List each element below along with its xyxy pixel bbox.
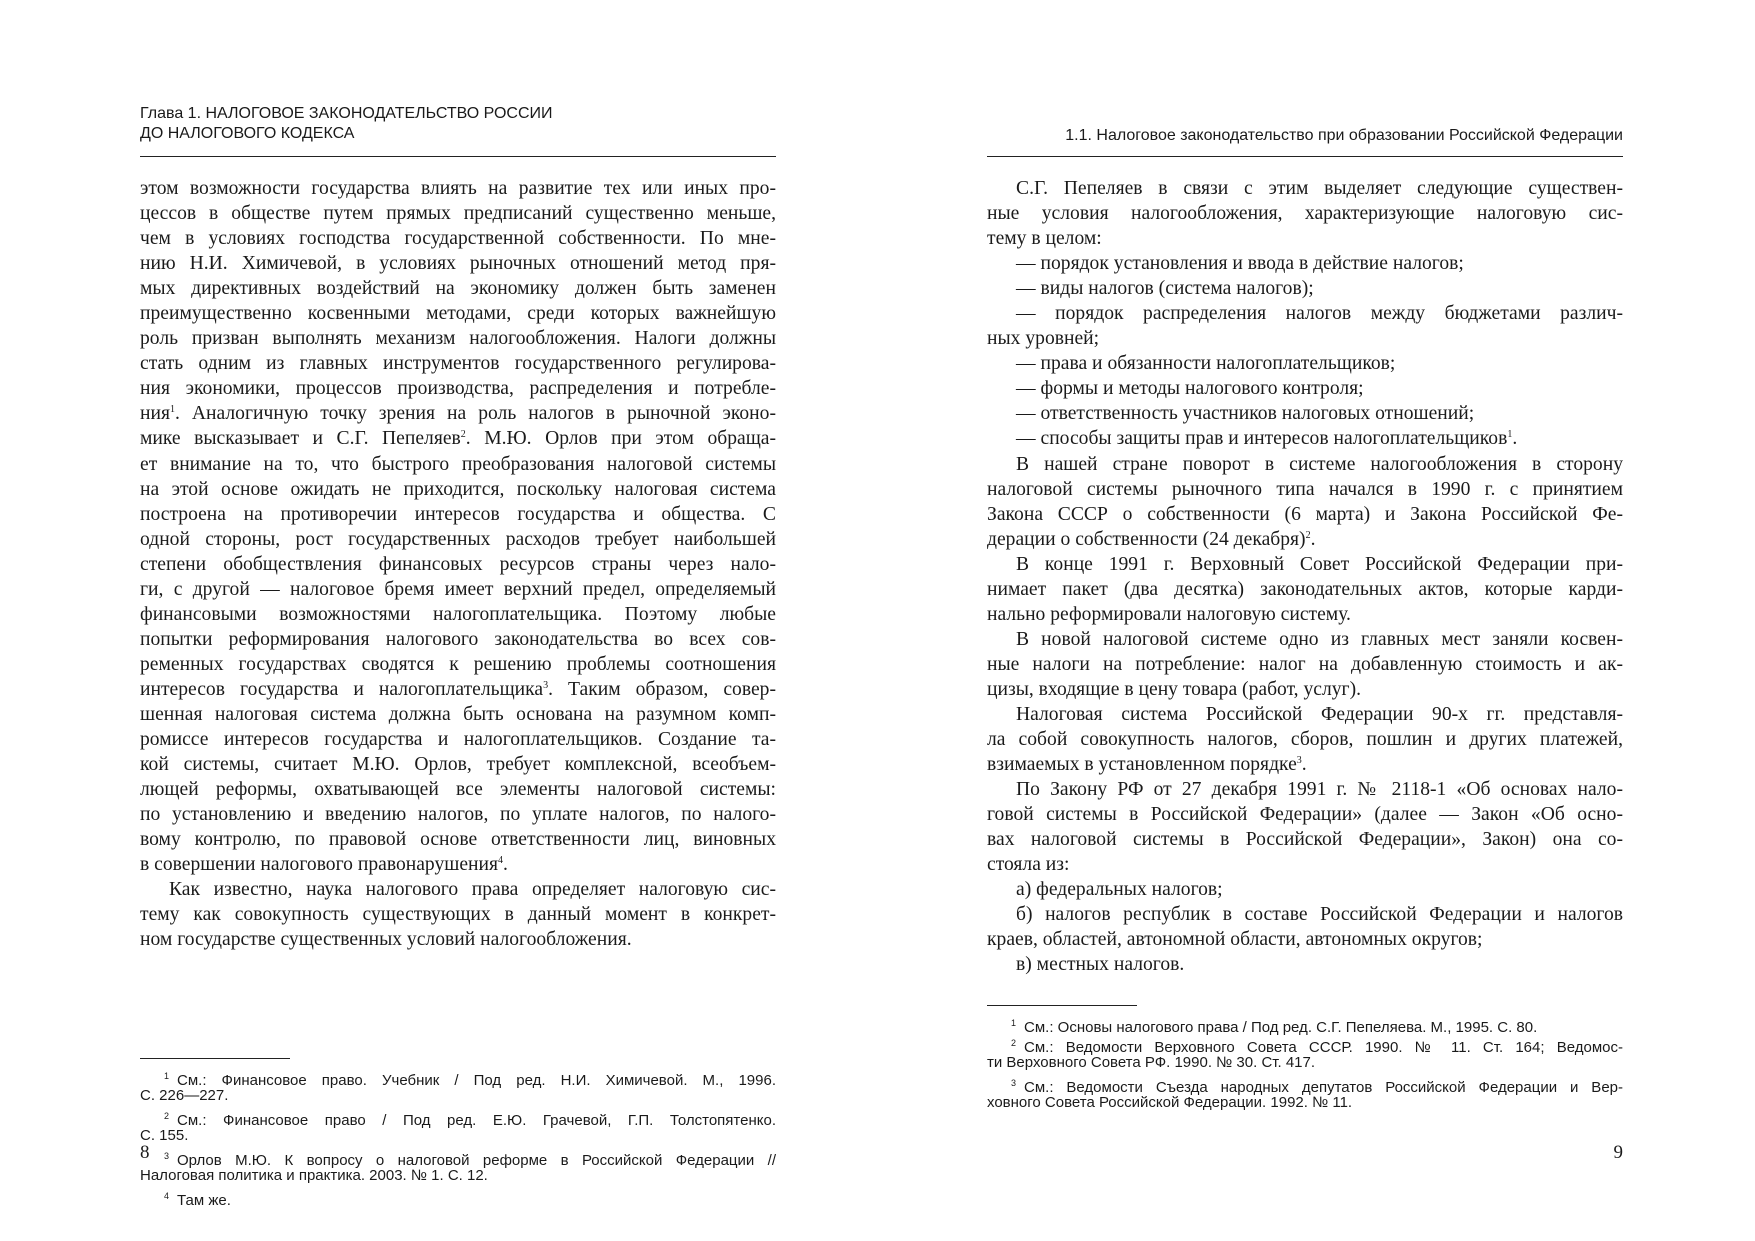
text-line: по установлению и введению налогов, по уплате налогов, по налого- [140,804,776,826]
footnote: $^3$ См.: Ведомости Съезда народных депутатов Российской Федерации и Вер- [1011,1078,1623,1096]
text-line: в совершении налогового правонарушения$^4$. [140,854,508,876]
text-line: ном государстве существенных условий налогообложения. [140,929,632,951]
right-footnotes [987,1013,1623,1113]
text-line: ные условия налогообложения, характеризующие налоговую сис- [987,203,1623,225]
chapter-header-line-1: Глава 1. НАЛОГОВОЕ ЗАКОНОДАТЕЛЬСТВО РОССИИ [140,105,553,122]
text-line: преимущественно косвенными методами, среди которых важнейшую [140,303,776,325]
text-line: стояла из: [987,854,1070,876]
page-number: 8 [140,1142,150,1163]
text-line: шенная налоговая система должна быть основана на разумном комп- [140,703,776,725]
text-line: а) федеральных налогов; [1016,879,1223,901]
text-line: взимаемых в установленном порядке$^3$. [987,754,1307,776]
text-line: ла собой совокупность налогов, сборов, пошлин и других платежей, [987,729,1623,751]
text-line: тему как совокупность существующих в данный момент в конкрет- [140,904,776,926]
text-line: нимает пакет (два десятка) законодательных актов, которые карди- [987,578,1623,600]
footnote-ref: 4 [498,855,504,867]
text-line: ромиссе интересов государства и налогоплательщиков. Создание та- [140,729,776,751]
footnote: $^3$ Орлов М.Ю. К вопросу о налоговой реформе в Российской Федерации // [164,1151,776,1169]
text-line: тему в целом: [987,228,1102,250]
text-line: — порядок распределения налогов между бюджетами различ- [1016,303,1623,325]
text-line: ги, с другой — налоговое бремя имеет верхний предел, определяемый [140,578,776,600]
footnote: $^1$ См.: Финансовое право. Учебник / Под ред. Н.И. Химичевой. М., 1996. [164,1071,776,1089]
text-line: этом возможности государства влиять на развитие тех или иных про- [140,178,776,199]
left-footnotes [140,1066,776,1209]
text-line: одной стороны, рост государственных расходов требует наибольшей [140,528,776,550]
text-line: говой системы в Российской Федерации» (далее — Закон «Об осно- [987,804,1623,826]
footnote-cont: Налоговая политика и практика. 2003. № 1. С. 12. [140,1167,488,1184]
text-line: мых директивных воздействий на экономику должен быть заменен [140,278,776,300]
text-line: Закона СССР о собственности (6 марта) и Закона Российской Фе- [987,503,1623,525]
text-line: в) местных налогов. [1016,954,1185,976]
right-page [987,0,1623,1241]
text-line: — ответственность участников налоговых отношений; [1016,403,1475,425]
text-line: чем в условиях господства государственной собственности. По мне- [140,228,776,250]
text-line: стать одним из главных инструментов государственного регулирова- [140,353,776,375]
text-line: лющей реформы, охватывающей все элементы налоговой системы: [140,779,776,801]
text-line: С.Г. Пепеляев в связи с этим выделяет следующие существен- [1016,178,1623,199]
right-body-text [987,176,1623,978]
text-line: интересов государства и налогоплательщика$^3$. Таким образом, совер- [140,678,776,700]
footnote: $^4$ Там же. [164,1191,231,1209]
footnote: $^2$ См.: Ведомости Верховного Совета СССР. 1990. № 11. Ст. 164; Ведомос- [1011,1038,1623,1056]
text-line: финансовыми возможностями налогоплательщика. Поэтому любые [140,603,776,625]
text-line: ния экономики, процессов производства, распределения и потребле- [140,378,776,400]
text-line: — формы и методы налогового контроля; [1016,378,1364,400]
text-line: В новой налоговой системе одно из главных мест заняли косвен- [1016,628,1623,650]
page-number: 9 [1613,1142,1623,1163]
text-line: построена на противоречии интересов государства и общества. С [140,503,776,525]
footnote-ref: 3 [543,679,549,691]
chapter-header-line-2: ДО НАЛОГОВОГО КОДЕКСА [140,125,355,142]
text-line: Налоговая система Российской Федерации 90-х гг. представля- [1016,703,1623,725]
footnote-rule [987,1005,1137,1006]
text-line: цизы, входящие в цену товара (работ, услуг). [987,678,1361,700]
text-line: вому контролю, по правовой основе ответственности лиц, виновных [140,829,776,851]
text-line: дерации о собственности (24 декабря)$^2$. [987,528,1316,550]
text-line: ные налоги на потребление: налог на добавленную стоимость и ак- [987,653,1623,675]
text-line: ния$^1$. Аналогичную точку зрения на роль налогов в рыночной эконо- [140,403,776,425]
footnote-cont: ховного Совета Российской Федерации. 1992. № 11. [987,1094,1353,1111]
footnote-ref: 2 [460,429,466,441]
footnote: $^1$ См.: Основы налогового права / Под ред. С.Г. Пепеляева. М., 1995. С. 80. [1011,1018,1538,1036]
text-line: степени обобществления финансовых ресурсов страны через нало- [140,553,776,575]
chapter-header [140,104,776,157]
left-body-text [140,176,776,952]
footnote-cont: ти Верховного Совета РФ. 1990. № 30. Ст. 417. [987,1054,1316,1071]
text-line: мике высказывает и С.Г. Пепеляев$^2$. М.Ю. Орлов при этом обраща- [140,428,777,450]
footnote-cont: С. 155. [140,1127,189,1144]
text-line: налоговой системы рыночного типа начался в 1990 г. с принятием [987,478,1623,500]
text-line: нию Н.И. Химичевой, в условиях рыночных отношений метод пря- [140,253,776,275]
text-line: Как известно, наука налогового права определяет налоговую сис- [169,879,776,901]
text-line: б) налогов республик в составе Российской Федерации и налогов [1016,904,1623,926]
text-line: краев, областей, автономной области, автономных округов; [987,929,1483,951]
text-line: вах налоговой системы в Российской Федерации», Закон) она со- [987,829,1623,851]
text-line: цессов в обществе путем прямых предписаний существенно меньше, [140,203,776,225]
text-line: кой системы, считает М.Ю. Орлов, требует комплексной, всеобъем- [140,754,776,776]
text-line: — виды налогов (система налогов); [1016,278,1314,300]
footnote-rule [140,1058,290,1059]
text-line: ременных государствах сводятся к решению проблемы соотношения [140,653,776,675]
footnote-ref: 1 [1507,429,1513,441]
text-line: — порядок установления и ввода в действие налогов; [1016,253,1464,275]
footnote-ref: 3 [1296,755,1302,767]
text-line: — права и обязанности налогоплательщиков; [1016,353,1396,375]
footnote-cont: С. 226—227. [140,1087,229,1104]
text-line: нально реформировали налоговую систему. [987,603,1351,625]
footnote-ref: 1 [169,404,175,416]
text-line: ет внимание на то, что быстрого преобразования налоговой системы [140,453,776,475]
text-line: попытки реформирования налогового законодательства во всех сов- [140,628,776,650]
section-header [987,104,1623,157]
text-line: на этой основе ожидать не приходится, поскольку налоговая система [140,478,776,500]
text-line: — способы защиты прав и интересов налогоплательщиков$^1$. [1016,428,1518,450]
footnote: $^2$ См.: Финансовое право / Под ред. Е.Ю. Грачевой, Г.П. Толстопятенко. [164,1111,776,1129]
section-header-text: 1.1. Налоговое законодательство при образовании Российской Федерации [1065,127,1623,144]
text-line: роль призван выполнять механизм налогообложения. Налоги должны [140,328,776,350]
text-line: В нашей стране поворот в системе налогообложения в сторону [1016,453,1623,475]
text-line: ных уровней; [987,328,1100,350]
left-page [140,0,776,1241]
text-line: В конце 1991 г. Верховный Совет Российской Федерации при- [1016,553,1623,575]
text-line: По Закону РФ от 27 декабря 1991 г. № 2118-1 «Об основах нало- [1016,779,1623,801]
footnote-ref: 2 [1305,529,1311,541]
